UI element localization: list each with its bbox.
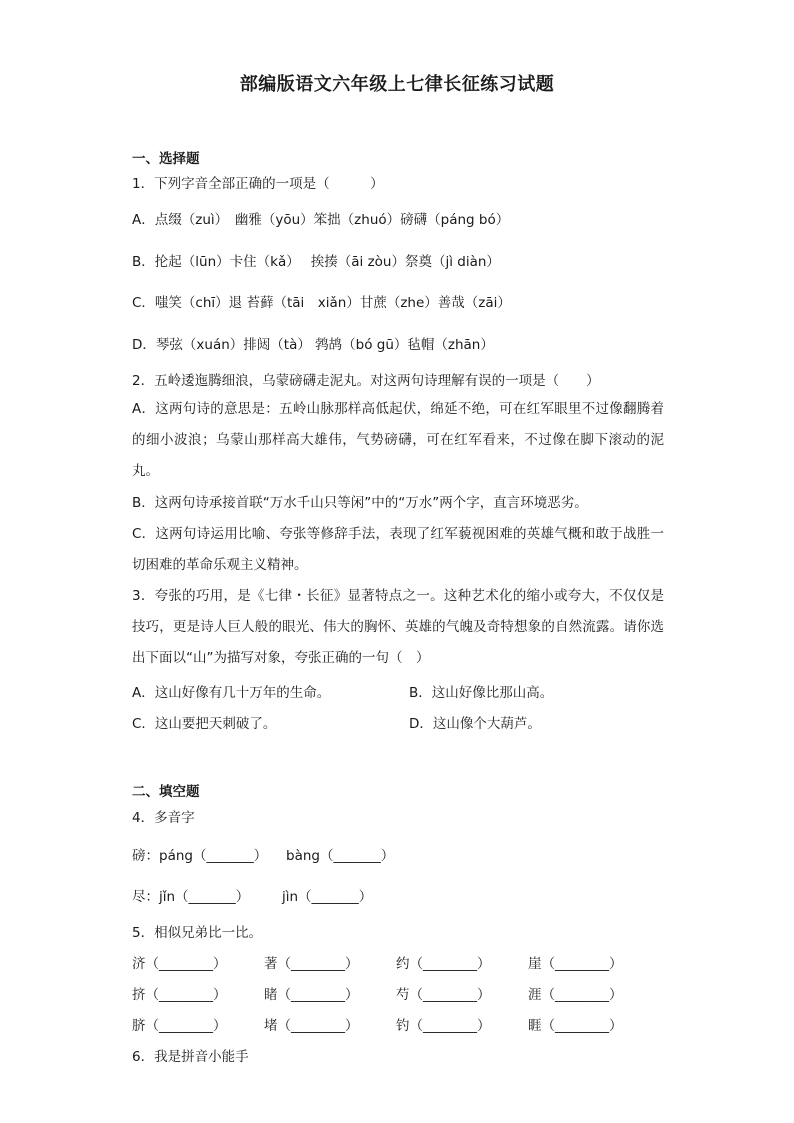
question-3-option-b: B．这山好像比那山高。 <box>409 685 554 701</box>
compare-char-blank[interactable]: 钓（________） <box>396 1018 491 1034</box>
compare-char-blank[interactable]: 崖（________） <box>528 956 623 972</box>
compare-char-blank[interactable]: 睹（________） <box>264 987 359 1003</box>
compare-char-blank[interactable]: 济（________） <box>132 956 227 972</box>
compare-char-blank[interactable]: 堵（________） <box>264 1018 359 1034</box>
compare-char-blank[interactable]: 涯（________） <box>528 987 623 1003</box>
compare-char-blank[interactable]: 睚（________） <box>528 1018 623 1034</box>
question-4-stem: 4．多音字 <box>132 810 195 826</box>
compare-char-blank[interactable]: 脐（________） <box>132 1018 227 1034</box>
question-3-option-d: D．这山像个大葫芦。 <box>409 716 541 732</box>
question-1-option-a: A．点缀（zuì） 幽雅（yōu）笨拙（zhuó）磅礴（páng bó） <box>132 212 510 228</box>
question-1-option-c: C．嗤笑（chī）退 苔藓（tāi xiǎn）甘蔗（zhe）善哉（zāi） <box>132 295 511 311</box>
compare-char-blank[interactable]: 挤（________） <box>132 987 227 1003</box>
compare-char-blank[interactable]: 约（________） <box>396 956 491 972</box>
question-2-option-b: B．这两句诗承接首联“万水千山只等闲”中的“万水”两个字，直言环境恶劣。 <box>132 495 588 511</box>
question-5-stem: 5．相似兄弟比一比。 <box>132 925 263 941</box>
question-6-stem: 6．我是拼音小能手 <box>132 1049 249 1065</box>
question-2-stem: 2．五岭逶迤腾细浪，乌蒙磅礴走泥丸。对这两句诗理解有误的一项是（ ） <box>132 373 600 389</box>
polyphone-pang-blank[interactable]: 磅：páng（_______） <box>132 848 268 864</box>
question-2-option-a: A．这两句诗的意思是：五岭山脉那样高低起伏，绵延不绝，可在红军眼里不过像翻腾着的细小波浪；乌蒙山那样高大雄伟，气势磅礴，可在红军看来，不过像在脚下滚动的泥丸。 <box>132 401 664 479</box>
polyphone-jin4-blank[interactable]: jìn（_______） <box>282 889 373 905</box>
question-1-option-b: B．抡起（lūn）卡住（kǎ） 挨揍（āi zòu）祭奠（jì diàn） <box>132 254 500 270</box>
question-3-stem: 3．夸张的巧用，是《七律・长征》显著特点之一。这种艺术化的缩小或夸大，不仅仅是技巧，更是诗人巨人般的眼光、伟大的胸怀、英雄的气魄及奇特想象的自然流露。请你选出下面以“山”为描写对象，夸张正确的一句（ ） <box>132 588 664 666</box>
polyphone-bang-blank[interactable]: bàng（_______） <box>286 848 395 864</box>
question-2-option-c: C．这两句诗运用比喻、夸张等修辞手法，表现了红军藐视困难的英雄气概和敢于战胜一切困难的革命乐观主义精神。 <box>132 526 664 573</box>
section-heading-choice: 一、选择题 <box>132 151 200 167</box>
question-1-stem: 1．下列字音全部正确的一项是（ ） <box>132 176 384 192</box>
compare-char-blank[interactable]: 芍（________） <box>396 987 491 1003</box>
question-3-option-c: C．这山要把天刺破了。 <box>132 716 277 732</box>
polyphone-jin3-blank[interactable]: 尽：jǐn（_______） <box>132 889 250 905</box>
question-3-option-a: A．这山好像有几十万年的生命。 <box>132 685 331 701</box>
question-1-option-d: D．琴弦（xuán）排闼（tà） 鹁鸪（bó gū）毡帽（zhān） <box>132 337 494 353</box>
page-title: 部编版语文六年级上七律长征练习试题 <box>239 74 555 95</box>
compare-char-blank[interactable]: 著（________） <box>264 956 359 972</box>
section-heading-fill: 二、填空题 <box>132 784 200 800</box>
